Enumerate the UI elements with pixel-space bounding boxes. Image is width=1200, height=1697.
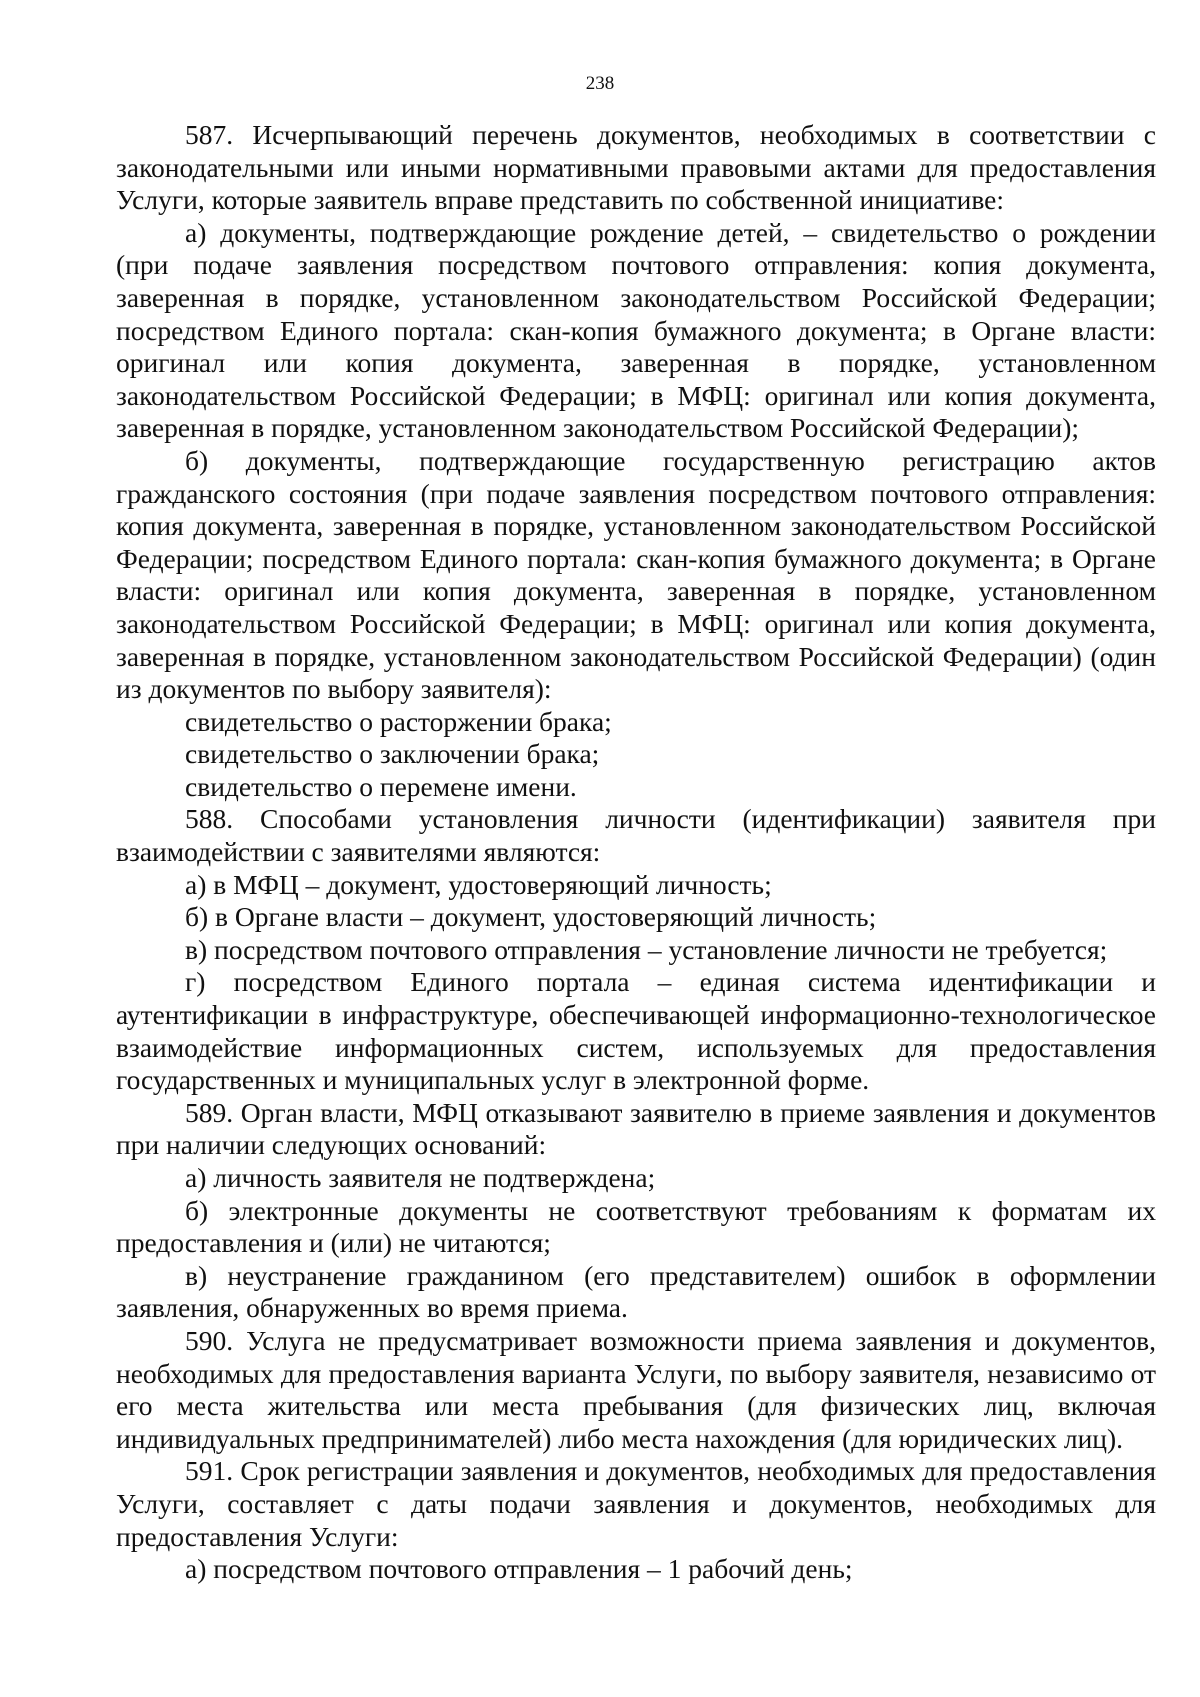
paragraph-588-b: б) в Органе власти – документ, удостоверяющий личность; [185,901,877,933]
paragraph-588-a: а) в МФЦ – документ, удостоверяющий личность; [185,868,772,900]
paragraph-591-a: а) посредством почтового отправления – 1 рабочий день; [185,1553,853,1585]
page-number: 238 [585,73,615,94]
paragraph-588-v: в) посредством почтового отправления – установление личности не требуется; [185,933,1108,965]
list-item-divorce-certificate: свидетельство о расторжении брака; [185,705,612,737]
paragraph-588-g: г) посредством Единого портала – единая система идентификации и аутентификации в инфраструктуре, обеспечивающей информационно-технологическое взаимодействие информационных систем, используемых для предоставления государственных и муниципальных услуг в электронной форме. [116,966,1156,1096]
paragraph-587-b: б) документы, подтверждающие государственную регистрацию актов гражданского состояния (при подаче заявления посредством почтового отправления: копия документа, заверенная в порядке, установленном законодательством Российской Федерации; посредством Единого портала: скан-копия бумажного документа; в Органе власти: оригинал или копия документа, заверенная в порядке, установленном законодательством Российской Федерации; в МФЦ: оригинал или копия документа, заверенная в порядке, установленном законодательством Российской Федерации) (один из документов по выбору заявителя): [116,444,1156,705]
paragraph-589: 589. Орган власти, МФЦ отказывают заявителю в приеме заявления и документов при наличии следующих оснований: [116,1096,1156,1161]
paragraph-589-a: а) личность заявителя не подтверждена; [185,1162,656,1193]
paragraph-588: 588. Способами установления личности (идентификации) заявителя при взаимодействии с заявителями являются: [116,803,1156,868]
document-body [116,119,1156,1586]
paragraph-590: 590. Услуга не предусматривает возможности приема заявления и документов, необходимых для предоставления варианта Услуги, по выбору заявителя, независимо от его места жительства или места пребывания (для физических лиц, включая индивидуальных предпринимателей) либо места нахождения (для юридических лиц). [116,1324,1156,1454]
list-item-name-change-certificate: свидетельство о перемене имени. [185,770,577,802]
list-item-marriage-certificate: свидетельство о заключении брака; [185,738,600,770]
paragraph-591: 591. Срок регистрации заявления и документов, необходимых для предоставления Услуги, составляет с даты подачи заявления и документов, необходимых для предоставления Услуги: [116,1455,1156,1552]
paragraph-587: 587. Исчерпывающий перечень документов, необходимых в соответствии с законодательными или иными нормативными правовыми актами для предоставления Услуги, которые заявитель вправе представить по собственной инициативе: [116,119,1156,216]
paragraph-587-a: а) документы, подтверждающие рождение детей, – свидетельство о рождении (при подаче заявления посредством почтового отправления: копия документа, заверенная в порядке, установленном законодательством Российской Федерации; посредством Единого портала: скан-копия бумажного документа; в Органе власти: оригинал или копия документа, заверенная в порядке, установленном законодательством Российской Федерации; в МФЦ: оригинал или копия документа, заверенная в порядке, установленном законодательством Российской Федерации); [116,216,1156,444]
paragraph-589-b: б) электронные документы не соответствуют требованиям к форматам их предоставления и (или) не читаются; [116,1194,1156,1259]
paragraph-589-v: в) неустранение гражданином (его представителем) ошибок в оформлении заявления, обнаруженных во время приема. [116,1259,1156,1324]
